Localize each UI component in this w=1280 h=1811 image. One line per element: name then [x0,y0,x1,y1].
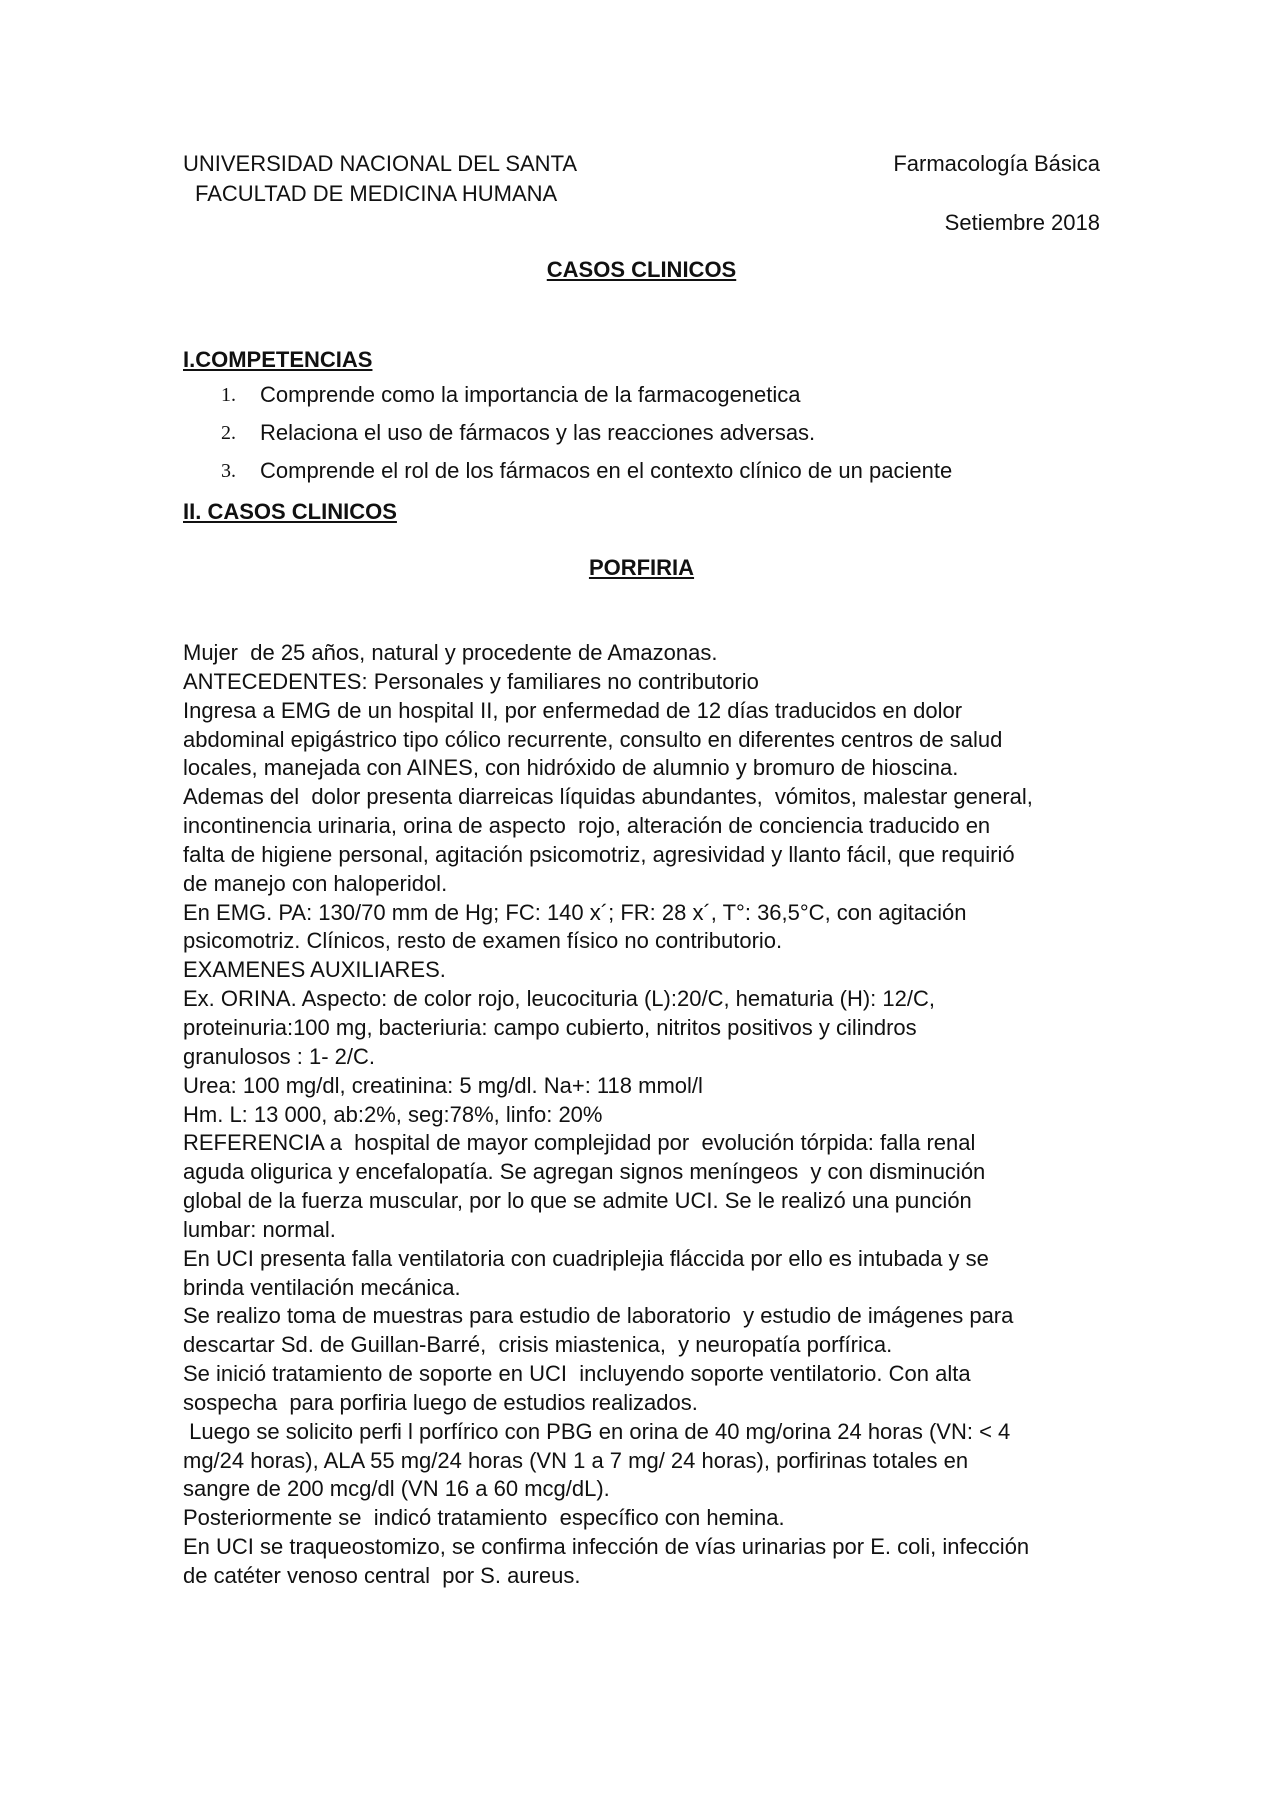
case-line: Ademas del dolor presenta diarreicas líquidas abundantes, vómitos, malestar general, [183,784,1033,810]
case-line: Ex. ORINA. Aspecto: de color rojo, leucocituria (L):20/C, hematuria (H): 12/C, [183,986,935,1012]
case-line: En UCI presenta falla ventilatoria con cuadriplejia fláccida por ello es intubada y se [183,1245,989,1271]
case-line: sospecha para porfiria luego de estudios realizados. [183,1389,698,1415]
case-line: abdominal epigástrico tipo cólico recurrente, consulto en diferentes centros de salud [183,726,1003,752]
case-line: de catéter venoso central por S. aureus. [183,1563,581,1588]
case-line: Se realizo toma de muestras para estudio de laboratorio y estudio de imágenes para [183,1303,1014,1329]
case-line: Ingresa a EMG de un hospital II, por enfermedad de 12 días traducidos en dolor [183,697,963,723]
case-line: locales, manejada con AINES, con hidróxido de alumnio y bromuro de hioscina. [183,755,959,781]
casos-heading: II. CASOS CLINICOS [183,499,397,524]
case-line: Luego se solicito perfi l porfírico con PBG en orina de 40 mg/orina 24 horas (VN: < 4 [183,1418,1011,1444]
case-line: psicomotriz. Clínicos, resto de examen físico no contributorio. [183,928,783,954]
case-line: Urea: 100 mg/dl, creatinina: 5 mg/dl. Na+: 118 mmol/l [183,1072,703,1098]
list-item-text: Comprende como la importancia de la farmacogenetica [260,382,801,407]
list-item-number: 1. [221,384,236,406]
case-title: PORFIRIA [588,555,695,580]
list-item-text: Comprende el rol de los fármacos en el contexto clínico de un paciente [260,458,953,483]
document-title: CASOS CLINICOS [546,257,737,282]
case-line: falta de higiene personal, agitación psicomotriz, agresividad y llanto fácil, que requirió [183,841,1015,867]
case-line: brinda ventilación mecánica. [183,1274,461,1300]
case-line: ANTECEDENTES: Personales y familiares no contributorio [183,668,759,694]
case-line: de manejo con haloperidol. [183,870,448,896]
case-line: EXAMENES AUXILIARES. [183,957,446,983]
list-item [183,457,1100,495]
faculty-name: FACULTAD DE MEDICINA HUMANA [195,181,558,206]
list-item [183,419,1100,457]
case-line: mg/24 horas), ALA 55 mg/24 horas (VN 1 a 7 mg/ 24 horas), porfirinas totales en [183,1447,969,1473]
case-description [183,639,1113,1591]
case-line: En UCI se traqueostomizo, se confirma infección de vías urinarias por E. coli, infección [183,1534,1030,1560]
case-line: aguda oligurica y encefalopatía. Se agregan signos meníngeos y con disminución [183,1159,986,1185]
case-line: proteinuria:100 mg, bacteriuria: campo cubierto, nitritos positivos y cilindros [183,1014,917,1040]
case-line: Hm. L: 13 000, ab:2%, seg:78%, linfo: 20% [183,1101,603,1127]
case-line: incontinencia urinaria, orina de aspecto rojo, alteración de conciencia traducido en [183,813,991,839]
case-line: Mujer de 25 años, natural y procedente de Amazonas. [183,640,718,665]
case-line: descartar Sd. de Guillan-Barré, crisis miastenica, y neuropatía porfírica. [183,1332,893,1358]
list-item-text: Relaciona el uso de fármacos y las reacciones adversas. [260,420,816,445]
document-date: Setiembre 2018 [944,210,1100,235]
list-item-number: 3. [221,460,236,482]
case-line: global de la fuerza muscular, por lo que se admite UCI. Se le realizó una punción [183,1188,972,1214]
case-line: En EMG. PA: 130/70 mm de Hg; FC: 140 x´; FR: 28 x´, T°: 36,5°C, con agitación [183,899,967,925]
case-line: Posteriormente se indicó tratamiento específico con hemina. [183,1505,785,1531]
case-line: Se inició tratamiento de soporte en UCI incluyendo soporte ventilatorio. Con alta [183,1361,971,1387]
case-line: granulosos : 1- 2/C. [183,1043,375,1069]
list-item [183,381,1100,419]
list-item-number: 2. [221,422,236,444]
competencias-list [183,381,1100,495]
case-line: sangre de 200 mcg/dl (VN 16 a 60 mcg/dL). [183,1476,610,1502]
case-line: REFERENCIA a hospital de mayor complejidad por evolución tórpida: falla renal [183,1130,976,1156]
course-name: Farmacología Básica [893,151,1100,176]
case-line: lumbar: normal. [183,1216,336,1242]
university-name: UNIVERSIDAD NACIONAL DEL SANTA [183,151,578,176]
competencias-heading: I.COMPETENCIAS [183,347,373,372]
